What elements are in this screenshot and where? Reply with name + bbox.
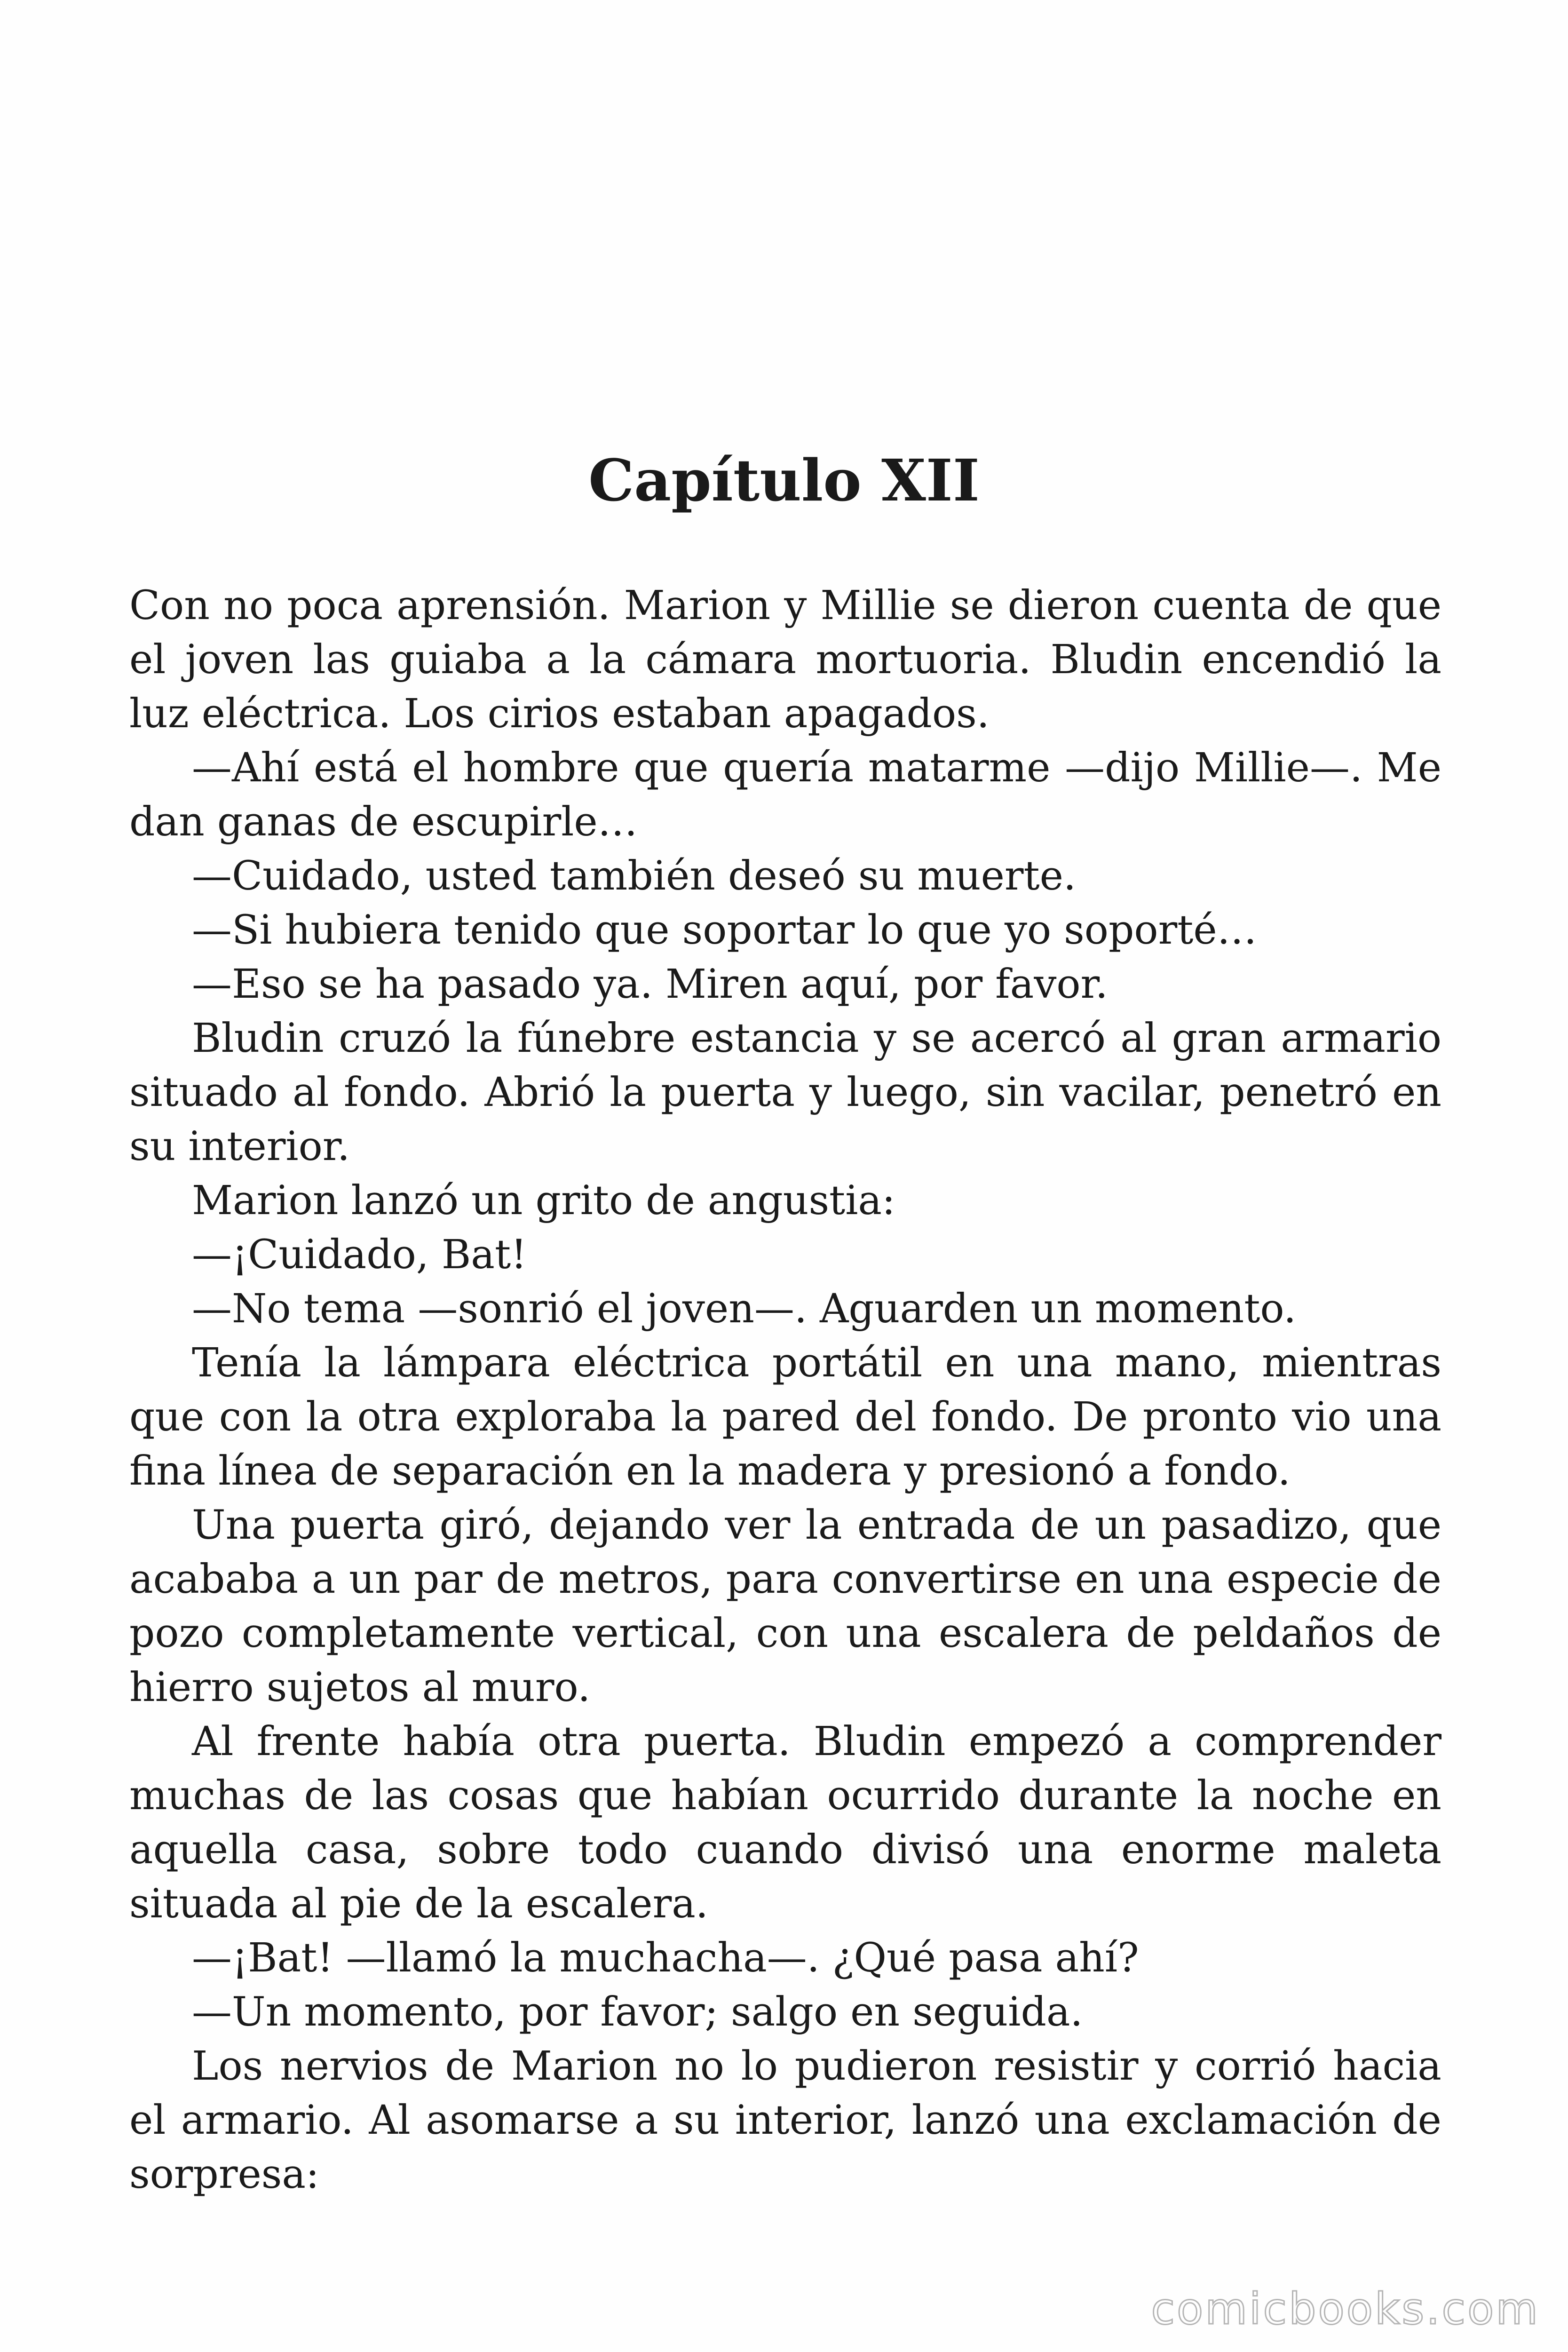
paragraph-5: —Eso se ha pasado ya. Miren aquí, por favor. (192, 961, 1108, 1008)
paragraph-3: —Cuidado, usted también deseó su muerte. (192, 853, 1077, 899)
paragraph-9: —No tema —sonrió el joven—. Aguarden un momento. (192, 1286, 1297, 1332)
chapter-title: Capítulo XII (588, 446, 980, 514)
body-text (129, 579, 1441, 2201)
paragraph-13: —¡Bat! —llamó la muchacha—. ¿Qué pasa ahí? (192, 1935, 1139, 1981)
paragraph-14: —Un momento, por favor; salgo en seguida. (192, 1989, 1083, 2035)
paragraph-8: —¡Cuidado, Bat! (192, 1232, 527, 1278)
paragraph-2: —Ahí está el hombre que quería matarme —dijo Millie—. Me dan ganas de escupirle… (129, 745, 1441, 845)
paragraph-11: Una puerta giró, dejando ver la entrada de un pasadizo, que acababa a un par de metros, para convertirse en una especie de pozo completamente vertical, con una escalera de peldaños de hierro sujetos al muro. (129, 1502, 1441, 1711)
paragraph-12: Al frente había otra puerta. Bludin empezó a comprender muchas de las cosas que habían ocurrido durante la noche en aquella casa, sobre todo cuando divisó una enorme maleta situada al pie de la escalera. (129, 1718, 1441, 1927)
paragraph-4: —Si hubiera tenido que soportar lo que yo soporté… (192, 907, 1257, 954)
paragraph-6: Bludin cruzó la fúnebre estancia y se acercó al gran armario situado al fondo. Abrió la puerta y luego, sin vacilar, penetró en su interior. (129, 1015, 1441, 1170)
paragraph-7: Marion lanzó un grito de angustia: (192, 1177, 895, 1224)
watermark: comicbooks.com (1151, 2284, 1540, 2334)
paragraph-1: Con no poca aprensión. Marion y Millie se dieron cuenta de que el joven las guiaba a la cámara mortuoria. Bludin encendió la luz eléctrica. Los cirios estaban apagados. (129, 582, 1441, 737)
paragraph-15: Los nervios de Marion no lo pudieron resistir y corrió hacia el armario. Al asomarse a su interior, lanzó una exclamación de sorpresa: (129, 2043, 1441, 2198)
paragraph-10: Tenía la lámpara eléctrica portátil en una mano, mientras que con la otra exploraba la pared del fondo. De pronto vio una fina línea de separación en la madera y presionó a fondo. (129, 1340, 1441, 1494)
